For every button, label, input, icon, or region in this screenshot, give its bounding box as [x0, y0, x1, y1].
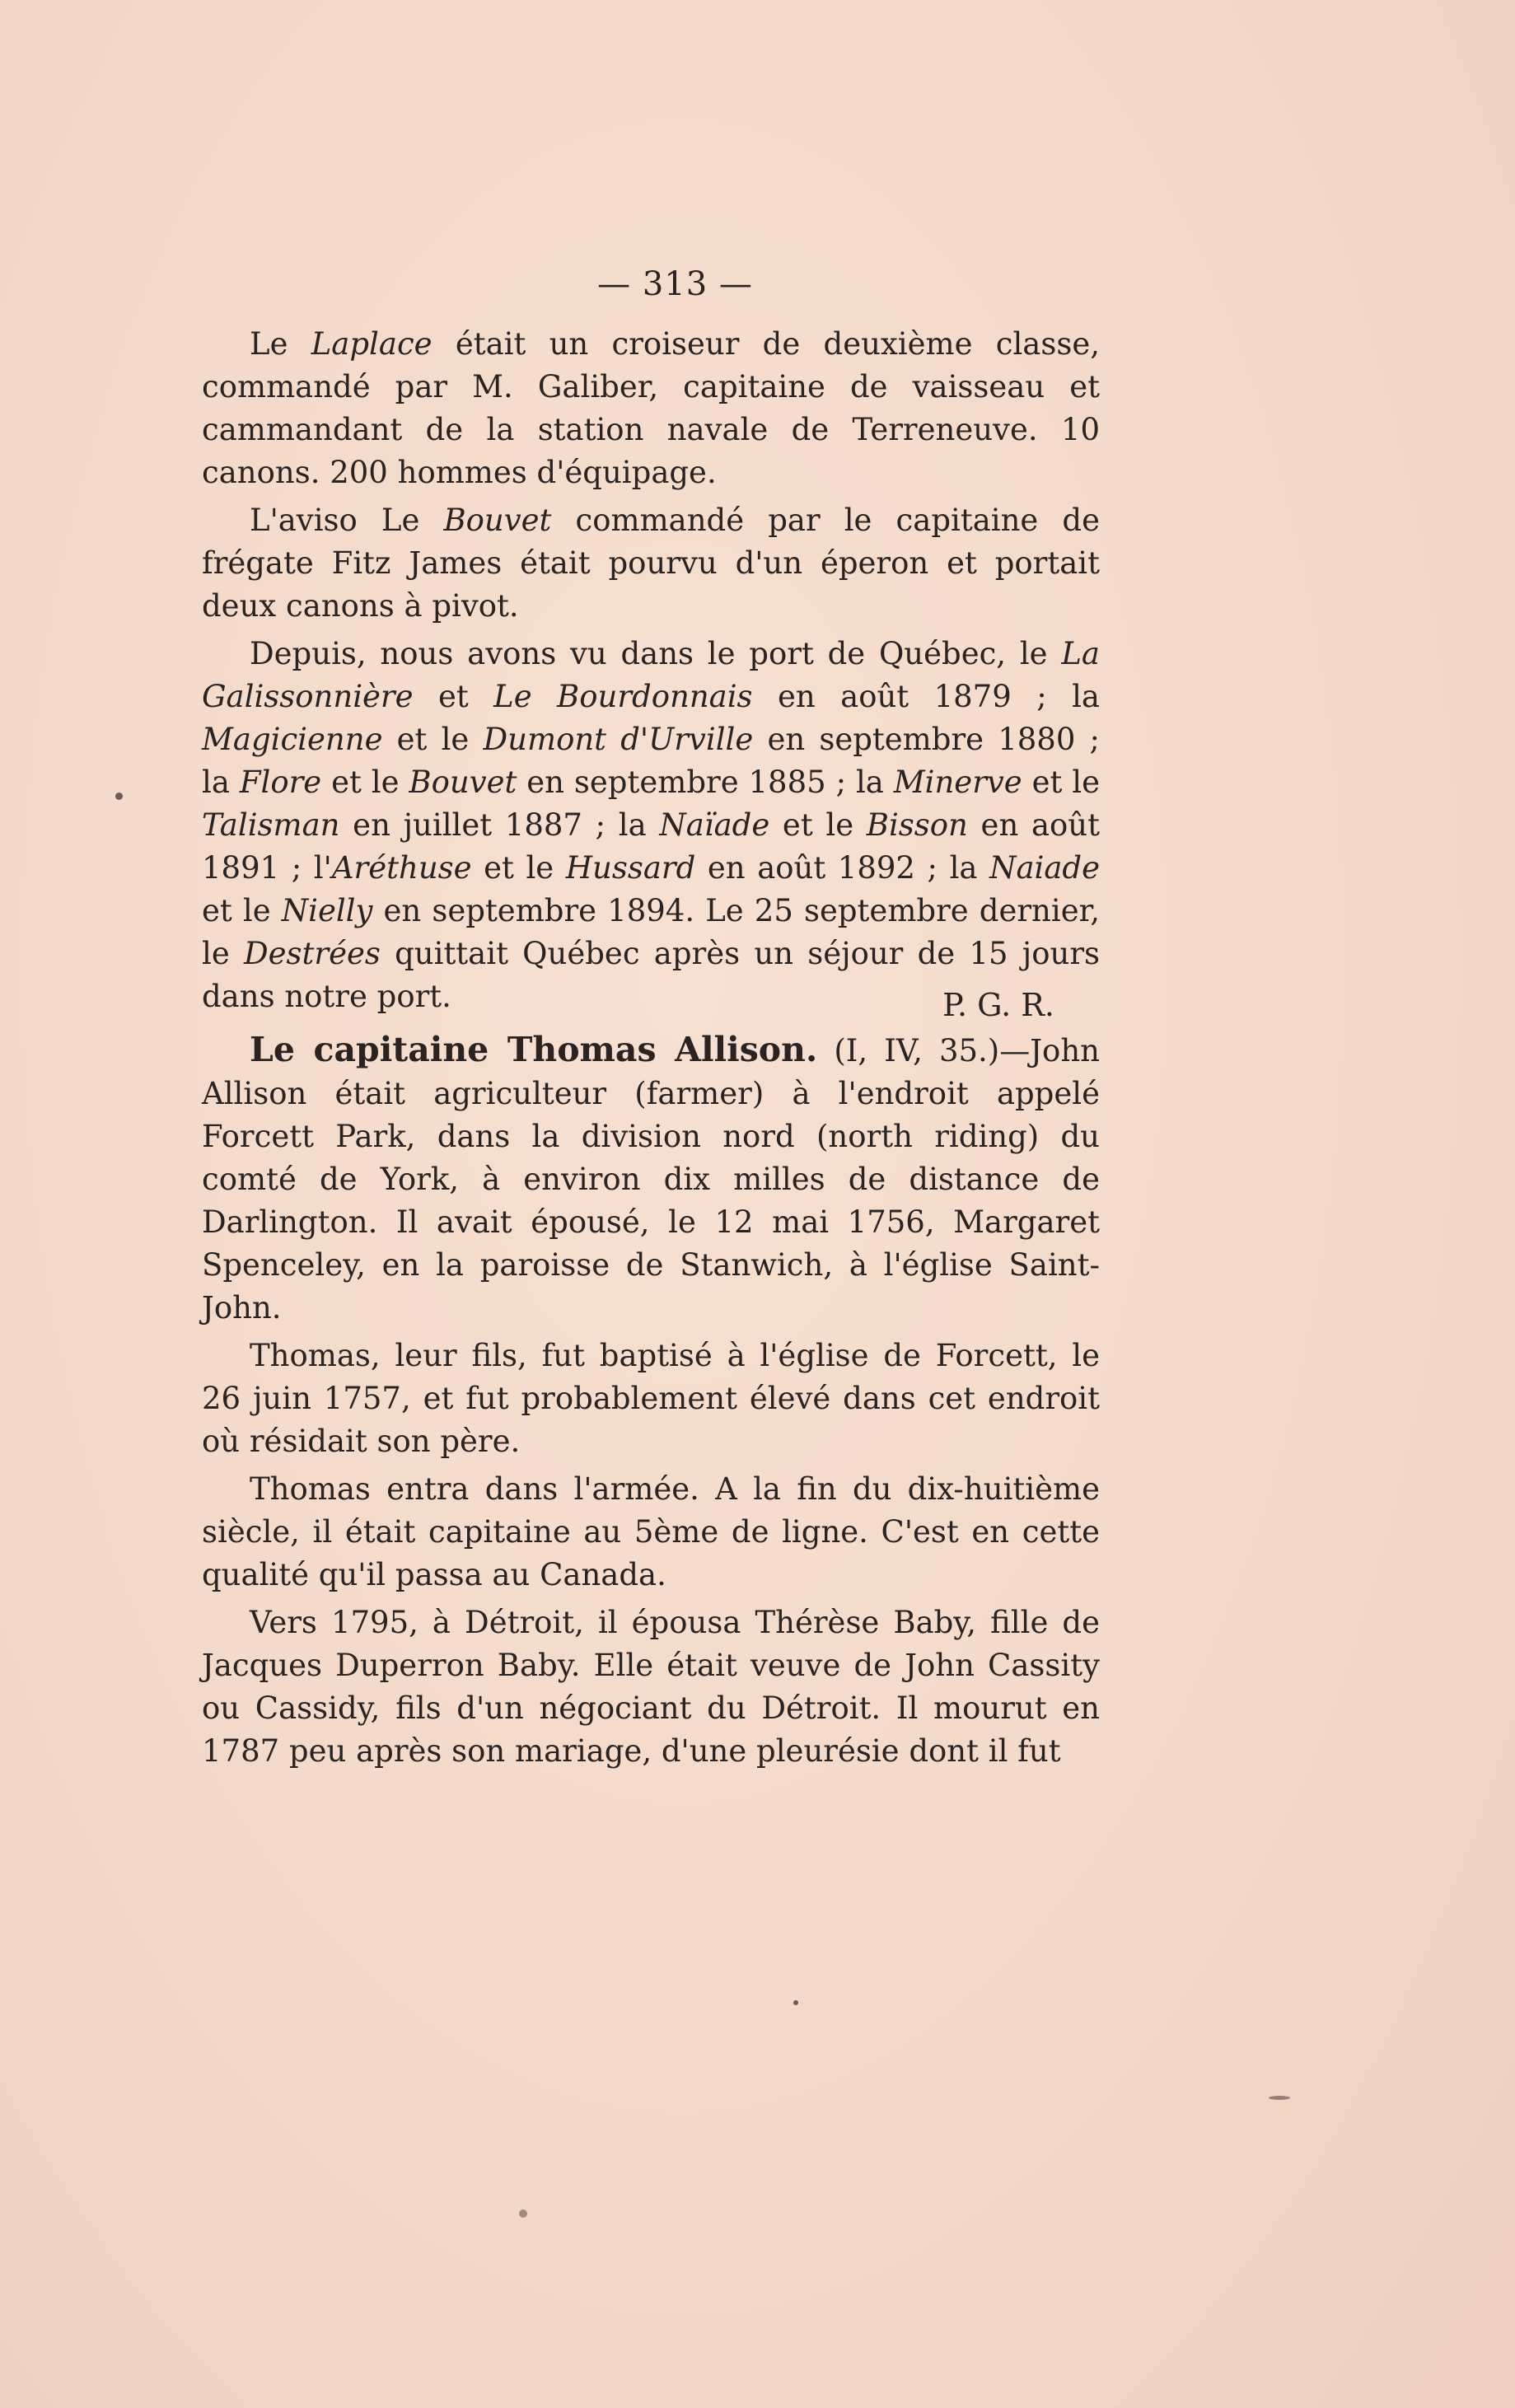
ship-name: Destrées [243, 936, 381, 971]
text-run: en septembre 1885 ; la [517, 764, 894, 800]
paper-speck [115, 793, 123, 800]
ship-name: Naiade [989, 850, 1101, 886]
page-number: — 313 — [597, 265, 753, 303]
text-run: Depuis, nous avons vu dans le port de Québec, le [250, 636, 1062, 671]
text-run: L'aviso Le [250, 503, 444, 538]
text-run: (I, IV, 35.)—John Allison était agriculteur (farmer) à l'endroit appelé Forcett Park, dans la division nord (north riding) du comté de York, à environ dix milles de distance de Darlington. Il avait épousé, le 12 mai 1756, Margaret Spenceley, en la paroisse de Stanwich, à l'église Saint-John. [202, 1033, 1100, 1326]
text-run: et le [471, 850, 566, 886]
text-run: et le [321, 764, 409, 800]
ship-name: Talisman [202, 807, 340, 843]
ship-name: Nielly [281, 893, 373, 928]
text-run: et le [1022, 764, 1100, 800]
ship-name: Dumont d'Urville [483, 722, 754, 757]
ship-name: Laplace [311, 326, 433, 362]
paragraph [202, 633, 1100, 1018]
ship-name: Minerve [893, 764, 1022, 800]
author-signature: P. G. R. [942, 987, 1054, 1023]
article-laplace [202, 323, 1100, 1023]
text-run: en septembre 1894. Le 25 septembre dernier, le [202, 893, 1100, 971]
text-run: Thomas entra dans l'armée. A la fin du dix-huitième siècle, il était capitaine au 5ème de ligne. C'est en cette qualité qu'il passa au Canada. [202, 1471, 1100, 1592]
text-run: Vers 1795, à Détroit, il épousa Thérèse Baby, fille de Jacques Duperron Baby. Elle était veuve de John Cassity ou Cassidy, fils d'un négociant du Détroit. Il mourut en 1787 peu après son mariage, d'une pleurésie dont il fut [202, 1605, 1100, 1769]
ship-name: Hussard [565, 850, 696, 886]
paper-speck [519, 2209, 527, 2218]
paragraph [202, 1335, 1100, 1463]
ship-name: Bouvet [443, 503, 552, 538]
text-run: en août 1892 ; la [695, 850, 990, 886]
paragraph [202, 1601, 1100, 1773]
text-run: quittait Québec après un séjour de 15 jours dans notre port. [202, 936, 1100, 1014]
ship-name: Bisson [866, 807, 968, 843]
text-run: en juillet 1887 ; la [339, 807, 660, 843]
text-run: en août 1879 ; la [752, 679, 1100, 714]
paragraph [202, 1028, 1100, 1330]
ship-name: Bouvet [409, 764, 517, 800]
text-run: et [413, 679, 494, 714]
text-run: et le [769, 807, 867, 843]
text-run: Le [250, 326, 311, 362]
ship-name: Flore [239, 764, 322, 800]
text-run: commandé par le capitaine de frégate Fitz James était pourvu d'un éperon et portait deux canons à pivot. [202, 503, 1100, 624]
article-heading: Le capitaine Thomas Allison. [250, 1030, 818, 1069]
paragraph [202, 323, 1100, 494]
text-run: en septembre 1880 ; la [202, 722, 1101, 800]
paper-speck [1269, 2096, 1290, 2100]
text-run: et le [382, 722, 484, 757]
ship-name: La Galissonnière [202, 636, 1100, 714]
ship-name: Naïade [659, 807, 770, 843]
ship-name: Magicienne [202, 722, 383, 757]
text-run: en août 1891 ; l' [202, 807, 1100, 886]
ship-name: Le Bourdonnais [493, 679, 753, 714]
text-run: Thomas, leur fils, fut baptisé à l'église de Forcett, le 26 juin 1757, et fut probablement élevé dans cet endroit où résidait son père. [202, 1338, 1100, 1459]
article-thomas-allison [202, 1028, 1100, 1778]
text-run: était un croiseur de deuxième classe, commandé par M. Galiber, capitaine de vaisseau et cammandant de la station navale de Terreneuve. 10 canons. 200 hommes d'équipage. [202, 326, 1101, 490]
text-run: et le [202, 893, 282, 928]
paragraph [202, 499, 1100, 628]
paragraph [202, 1468, 1100, 1597]
paper-speck [793, 2000, 798, 2005]
ship-name: Aréthuse [331, 850, 472, 886]
